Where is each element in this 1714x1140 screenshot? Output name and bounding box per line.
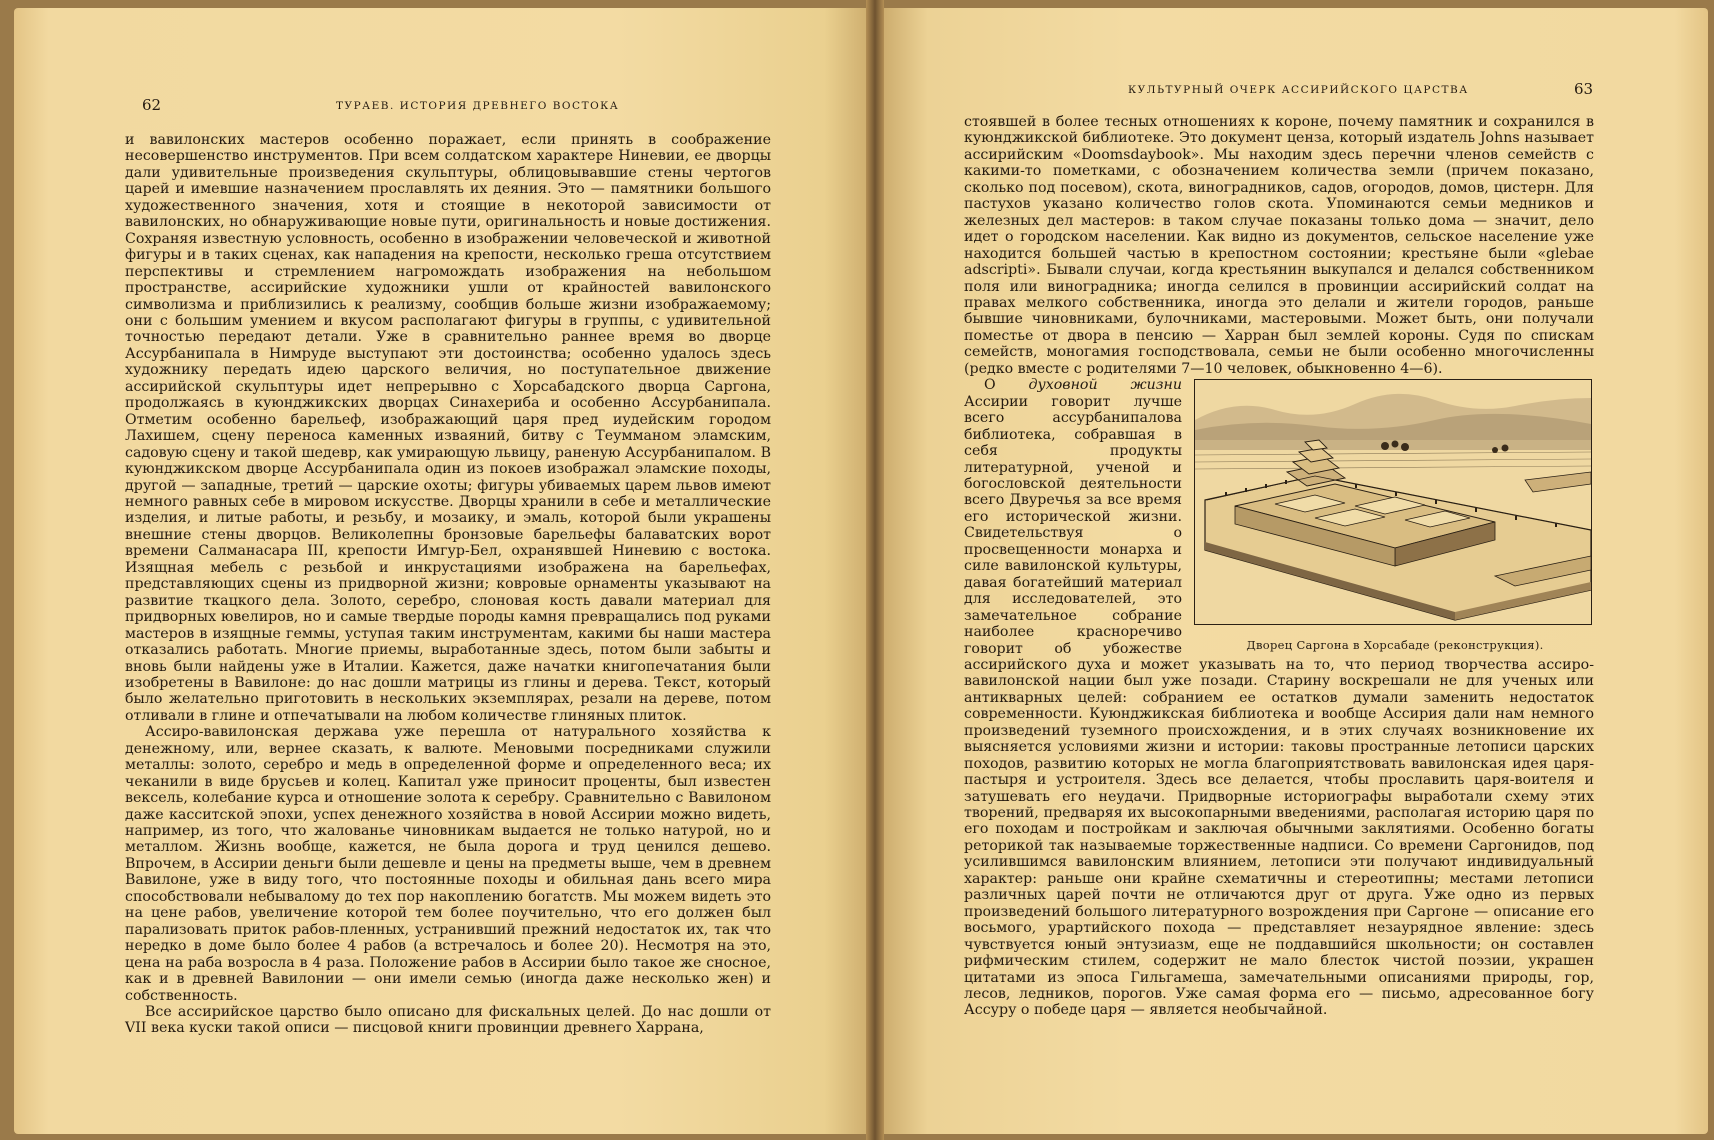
palace-engraving-icon [1194, 379, 1592, 625]
figure-caption: Дворец Саргона в Хорсабаде (реконструкция). [1246, 638, 1544, 653]
right-paragraph-2-text: Ассирии говорит лучше всего ассурбанипалова библиотека, собравшая в себя продукты литературной, ученой и богословской деятельности всего Двуречья за все время его исторической жизни. Свидетельствуя о просвещенности монарха и силе вавилонской культуры, давая богатейший материал для исследователей, это замечательное собрание наиболее красноречиво говорит об убожестве ассирийского духа и может указывать на то, что период творчества ассиро-вавилонской нации был уже позади. Старину воскрешали не для ученых или антикварных целей: собранием ее остатков думали заменить недостаток современности. Куюнджикская библиотека и вообще Ассирия дали нам немного произведений туземного происхождения, и в этих случаях возникновение их выясняется условиями жизни и истории: таковы пространные летописи царских походов, развитию которых не могла благоприятствовать вавилонская идея царя-пастыря и устроителя. Здесь все делается, чтобы прославить царя-воителя и затушевать его неудачи. Придворные историографы выработали схему этих творений, предваряя их высокопарными введениями, располагая историю царя по его походам и постройкам и заключая обычными заклятиями. Особенно богаты реторикой так называемые торжественные надписи. Со времени Саргонидов, под усилившимся вавилонским влиянием, летописи эти получают индивидуальный характер: раньше они крайне схематичны и стереотипны; местами летописи различных царей почти не отличаются друг от друга. Уже одно из первых произведений большого литературного возрождения при Саргоне — описание его восьмого, урартийского похода — представляет незаурядное явление: здесь чувствуется юный энтузиазм, еще не поддавшийся школьности; он составлен рифмическим стилем, содержит не мало блесток чистой поэзии, украшен цитатами из эпоса Гильгамеша, замечательными описаниями природы, гор, лесов, ледников, порогов. Уже самая форма его — письмо, адресованное богу Ассуру о победе царя — является необычайной. [964, 393, 1594, 1019]
palace-figure [1194, 379, 1596, 653]
left-body-text [125, 132, 771, 1037]
left-running-header: ТУРАЕВ. ИСТОРИЯ ДРЕВНЕГО ВОСТОКА [336, 100, 620, 112]
right-paragraph-1 [964, 114, 1594, 377]
left-paragraph-3: Все ассирийское царство было описано для фискальных целей. До нас дошли от VII века куски такой описи — писцовой книги провинции древнего Харрана, [125, 1004, 771, 1037]
right-paragraph-2-italic: духовной жизни [1028, 377, 1182, 394]
left-paragraph-1: и вавилонских мастеров особенно поражает, если принять в соображение несовершенство инструментов. При всем солдатском характере Ниневии, ее дворцы дали удивительные произведения скульптуры, облицовывавшие стены чертогов царей и имевшие назначением прославлять их деяния. Это — памятники большого художественного значения, хотя и стоящие в некоторой зависимости от вавилонских, но обнаруживающие новые пути, оригинальность и новые достижения. Сохраняя известную условность, особенно в изображении человеческой и животной фигуры и в таких сценах, как нападения на крепости, несколько греша отсутствием перспективы и стремлением нагромождать изображения на небольшом пространстве, ассирийские художники ушли от крайностей вавилонского символизма и приблизились к реализму, сообщив больше жизни изображаемому; они с большим умением и вкусом располагают фигуры в группы, с удивительной точностью передают детали. Уже в сравнительно раннее время во дворце Ассурбанипала в Нимруде выступают эти достоинства; особенно удалось здесь художнику передать идею царского величия, но поступательное движение ассирийской скульптуры идет непрерывно с Хорсабадского дворца Саргона, продолжаясь в куюнджикских дворцах Синахериба и особенно Ассурбанипала. Отметим особенно барельеф, изображающий царя пред иудейским городом Лахишем, сцену переноса каменных изваяний, битву с Теумманом эламским, садовую сцену и такой шедевр, как умирающую львицу, раненую Ассурбанипалом. В куюнджикском дворце Ассурбанипала один из покоев изображал эламские походы, другой — западные, третий — царские охоты; фигуры убиваемых царем львов имеют немного равных себе в мировом искусстве. Дворцы хранили в себе и металлические изделия, и литые работы, и резьбу, и мозаику, и эмаль, которой были украшены внешние стены дворцов. Великолепны бронзовые барельефы балаватских ворот времени Салманасара III, крепости Имгур-Бел, охранявшей Ниневию с востока. Изящная мебель с резьбой и инкрустациями изображена на барельефах, представляющих сцены из придворной жизни; ковровые орнаменты указывают на развитие ткацкого дела. Золото, серебро, слоновая кость давали материал для придворных ювелиров, но и самые твердые породы камня превращались под руками мастеров в изящные геммы, уступая таким инструментам, какими бы наши мастера отказались работать. Многие приемы, выработанные здесь, потом были забыты и вновь были найдены уже в Италии. Кажется, даже начатки книгопечатания были изобретены в Вавилоне: до нас дошли матрицы из глины и дерева. Текст, который было желательно приготовить в нескольких экземплярах, резали на дереве, потом отливали в глине и отпечатывали на любом количестве глиняных плиток. [125, 132, 771, 724]
right-page-number: 63 [1574, 80, 1594, 98]
left-paragraph-2: Ассиро-вавилонская держава уже перешла от натурального хозяйства к денежному, или, вернее сказать, к валюте. Меновыми посредниками служили металлы: золото, серебро и медь в определенной форме и определенного веса; их чеканили в виде брусьев и колец. Капитал уже приносит проценты, был известен вексель, колебание курса и отношение золота к серебру. Сравнительно с Вавилоном даже касситской эпохи, успех денежного хозяйства в новой Ассирии можно видеть, например, из того, что жалованье чиновникам выдается не только натурой, но и металлом. Жизнь вообще, кажется, не была дорога и труд ценился дешево. Впрочем, в Ассирии деньги были дешевле и цены на предметы выше, чем в древнем Вавилоне, уже в виду того, что постоянные походы и обильная дань всего мира способствовали небывалому до тех пор накоплению богатств. Мы можем видеть это на цене рабов, увеличение которой тем более поучительно, что его должен был парализовать приток рабов-пленных, устранивший прежний недостаток их, так что нередко в доме было более 4 рабов (а встречалось и более 20). Несмотря на это, цена на раба возросла в 4 раза. Положение рабов в Ассирии было такое же сносное, как и в древней Вавилонии — они имели семью (иногда даже несколько жен) и собственность. [125, 724, 771, 1004]
right-body-text [964, 114, 1594, 1019]
right-paragraph-2-lead: О [984, 377, 1029, 394]
right-running-header: КУЛЬТУРНЫЙ ОЧЕРК АССИРИЙСКОГО ЦАРСТВА [1128, 84, 1469, 96]
left-page-number: 62 [142, 96, 162, 114]
right-paragraph-1-text: стоявшей в более тесных отношениях к короне, почему памятник и сохранился в куюнджикской библиотеке. Это документ ценза, который издатель Johns называет ассирийским «Doomsdaybook». Мы находим здесь перечни членов семейств с какими-то пометками, с обозначением количества земли (причем показано, сколько под посевом), скота, виноградников, садов, огородов, домов, цистерн. Для пастухов указано количество голов скота. Упоминаются семьи медников и железных дел мастеров: в таком случае показаны только дома — значит, дело идет о городском населении. Как видно из документов, сельское население уже находится большей частью в крепостном состоянии; крестьяне были «glebae adscripti». Бывали случаи, когда крестьянин выкупался и делался собственником поля или виноградника; иногда селился в провинции ассирийский солдат на правах мелкого собственника, иногда это делали и жители городов, раньше бывшие чиновниками, булочниками, мастеровыми. Может быть, они получали поместье от двора в пенсию — Харран был землей короны. Судя по спискам семейств, моногамия господствовала, семьи не были особенно многочисленны (редко вместе с родителями 7—10 человек, обыкновенно 4—6). [964, 114, 1594, 377]
book-gutter [866, 0, 884, 1140]
